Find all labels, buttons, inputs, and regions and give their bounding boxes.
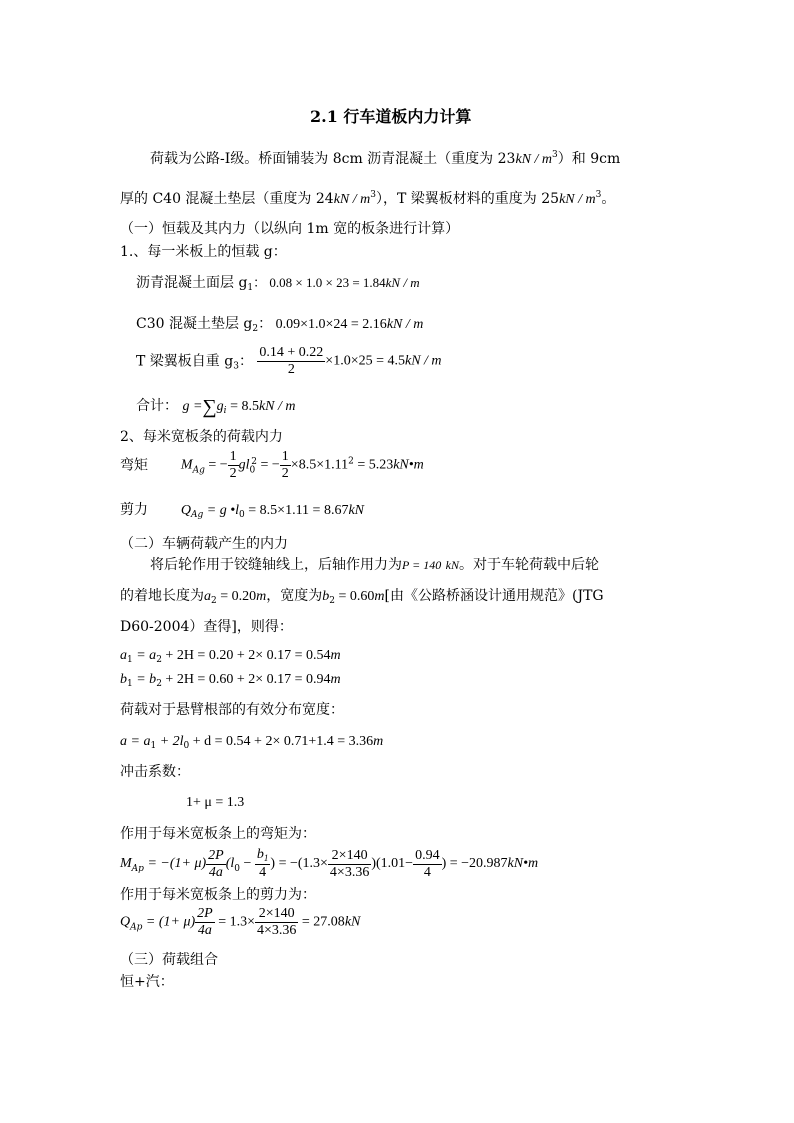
subscript: 0 [183, 741, 190, 751]
subscript: 1 [127, 679, 133, 689]
moment-formula: ×8.5×1.11 [290, 457, 349, 473]
unit: kN [445, 558, 460, 572]
moment-gl: gl [238, 457, 250, 473]
g1-label: 沥青混凝土面层 g [136, 275, 248, 291]
g2-label: C30 混凝土垫层 g [136, 316, 253, 332]
g3-fraction [257, 346, 325, 377]
g2-line [136, 317, 423, 334]
unit: kN / m [404, 353, 442, 369]
moment-line [120, 450, 424, 481]
denominator: 2 [229, 466, 237, 481]
unit-exponent: 3 [595, 190, 602, 200]
superscript: 2 [251, 456, 257, 467]
subscript: 2 [329, 596, 335, 606]
intro-text: 厚的 C40 混凝土垫层（重度为 24 [120, 191, 334, 207]
b1-symbol: b [120, 672, 127, 687]
intro-line-2 [120, 191, 615, 207]
total-value: = 8.5 [226, 399, 259, 414]
denominator: 4×3.36 [257, 923, 297, 938]
b2-symbol: b [322, 589, 330, 604]
fraction-half-2 [280, 450, 291, 481]
g1-line [136, 276, 420, 293]
section-title: 2.1 行车道板内力计算 [310, 107, 472, 126]
a1-eq: = a [132, 648, 157, 663]
subscript: 1 [247, 283, 254, 293]
numerator: 0.14 + 0.22 [259, 345, 324, 360]
para-text: 的着地长度为 [120, 588, 204, 604]
ap-moment-formula [120, 848, 538, 880]
moment-symbol: M [120, 856, 132, 871]
load-symbol: P = 140 [402, 558, 442, 572]
fraction-280-1344 [255, 907, 298, 938]
impact-formula: 1+ μ = 1.3 [186, 795, 245, 810]
unit: kN / m [385, 275, 420, 290]
shear-eq: = g •l [203, 503, 240, 518]
term: (l [225, 856, 235, 871]
moment-value: ) = −20.987 [441, 856, 508, 871]
eff-width-formula [120, 734, 383, 751]
moment-label: 弯矩 [120, 457, 148, 474]
section-heading-2: （二）车辆荷载产生的内力 [120, 536, 288, 552]
unit: kN•m [393, 457, 424, 473]
eff-a: a = a [120, 734, 151, 749]
denominator: 4a [197, 923, 212, 938]
subscript: 2 [211, 596, 217, 606]
operator: = − [204, 457, 228, 473]
total-label: 合计： [136, 398, 178, 414]
subscript: 2 [156, 655, 162, 665]
unit: m [374, 589, 385, 604]
intro-text: 荷载为公路-Ⅰ级。桥面铺装为 8cm 沥青混凝土（重度为 23 [150, 151, 516, 167]
a1-symbol: a [120, 648, 127, 663]
denominator: 4a [208, 864, 223, 880]
fraction-b1-4 [255, 848, 271, 880]
fraction-2P-4a [195, 907, 215, 938]
shear-line [120, 503, 364, 520]
para-text: 将后轮作用于铰缝轴线上，后轴作用力为 [150, 557, 402, 573]
total-g: g = [182, 399, 203, 414]
shear-label: 剪力 [120, 502, 148, 518]
shear-value: = 27.08 [298, 914, 345, 930]
subscript: 2 [252, 324, 259, 334]
sec2-para-line-2 [120, 589, 604, 606]
unit: m [373, 734, 384, 749]
operator: = −(1+ μ) [143, 856, 207, 871]
subscript: Ap [130, 922, 143, 933]
impact-label: 冲击系数： [120, 764, 190, 780]
numerator: b [256, 847, 264, 862]
numerator: 2×140 [255, 907, 298, 923]
b1-formula [120, 672, 341, 689]
unit: kN [348, 503, 365, 518]
term: ) = −(1.3× [270, 856, 328, 871]
intro-text: ），T 梁翼板材料的重度为 25 [376, 191, 560, 207]
sec2-para-line-3: D60-2004）查得]，则得： [120, 619, 293, 635]
operator: = (1+ μ) [142, 914, 196, 930]
operator: − [240, 856, 255, 871]
sec2-para-line-1 [150, 558, 599, 572]
subscript: 1 [263, 853, 269, 863]
denominator: 4 [423, 864, 431, 880]
unit-exponent: 3 [552, 150, 558, 160]
unit-exponent: 3 [370, 190, 376, 200]
a2-value: = 0.20 [216, 589, 257, 604]
subscript: i [223, 406, 227, 416]
total-gi: g [216, 399, 224, 414]
intro-line-1 [150, 151, 620, 167]
unit: kN / m [386, 317, 424, 332]
ap-moment-label: 作用于每米宽板条上的弯矩为： [120, 826, 316, 842]
g3-line [136, 346, 442, 377]
term: )(1.01− [371, 856, 414, 871]
unit: m [330, 648, 341, 663]
b2-value: = 0.60 [335, 589, 375, 604]
subscript: Ag [192, 465, 205, 476]
subheading-2: 2、每米宽板条的荷载内力 [120, 429, 283, 445]
para-text: 。对于车轮荷载中后轮 [459, 557, 600, 573]
eff-value: + d = 0.54 + 2× 0.71+1.4 = 3.36 [189, 734, 374, 749]
unit: m [330, 672, 341, 687]
ap-shear-formula [120, 907, 360, 938]
numerator: 1 [229, 449, 237, 464]
numerator: 1 [281, 449, 289, 464]
denominator: 2 [281, 466, 289, 481]
subscript: 2 [156, 679, 162, 689]
subheading-1: 1.、每一米板上的恒载 g： [120, 244, 287, 260]
b1-value: + 2H = 0.60 + 2× 0.17 = 0.94 [161, 672, 331, 687]
shear-symbol: Q [120, 914, 131, 930]
fraction-280-1344 [328, 849, 371, 880]
denominator: 4 [259, 865, 267, 880]
g2-formula: ： 0.09×1.0×24 = 2.16 [258, 317, 387, 332]
eff-b: + 2l [156, 734, 184, 749]
section-heading-1: （一）恒载及其内力（以纵向 1m 宽的板条进行计算） [120, 221, 460, 237]
numerator: 2×140 [328, 849, 371, 865]
unit: kN / m [258, 399, 296, 414]
colon: ： [238, 353, 253, 370]
shear-value: = 8.5×1.11 = 8.67 [244, 503, 349, 518]
moment-value: = 5.23 [353, 457, 394, 473]
para-text: [由《公路桥涵设计通用规范》(JTG [384, 588, 604, 604]
g3-formula: ×1.0×25 = 4.5 [325, 353, 405, 369]
subscript: Ap [131, 864, 144, 874]
section-heading-3: （三）荷载组合 [120, 952, 218, 968]
subscript: 0 [234, 864, 240, 874]
fraction-094-4 [413, 849, 442, 880]
intro-text: ）和 9cm [557, 151, 621, 167]
a1-formula [120, 648, 341, 665]
g1-formula: ： 0.08 × 1.0 × 23 = 1.84 [253, 275, 386, 290]
numerator: 2P [208, 847, 224, 863]
term: = 1.3× [214, 914, 255, 930]
fraction-half [228, 450, 239, 481]
unit: kN / m [333, 192, 371, 207]
unit: kN / m [559, 192, 596, 207]
subscript: Ag [191, 510, 204, 520]
denominator: 2 [287, 362, 295, 377]
total-line [136, 397, 296, 417]
intro-text: 。 [601, 191, 616, 207]
numerator: 0.94 [415, 847, 440, 863]
b1-eq: = b [132, 672, 157, 687]
fraction-2P-4a [206, 849, 226, 880]
denominator: 4×3.36 [329, 864, 370, 880]
subscript: 1 [150, 741, 157, 751]
unit: kN•m [507, 856, 539, 871]
para-text: ，宽度为 [266, 588, 323, 604]
a1-value: + 2H = 0.20 + 2× 0.17 = 0.54 [161, 648, 331, 663]
g3-label: T 梁翼板自重 g [136, 353, 234, 370]
moment-symbol: M [180, 457, 193, 473]
shear-symbol: Q [180, 503, 192, 518]
unit: kN [344, 914, 361, 930]
subscript: 0 [239, 510, 245, 520]
ap-shear-label: 作用于每米宽板条上的剪力为： [120, 887, 316, 903]
sum-symbol: ∑ [202, 396, 217, 418]
numerator: 2P [197, 906, 213, 921]
subscript: 0 [249, 465, 256, 476]
unit: m [256, 589, 267, 604]
superscript: 2 [348, 456, 354, 467]
subscript: 3 [233, 361, 239, 372]
a2-symbol: a [204, 589, 211, 604]
sec3-line: 恒+汽： [120, 974, 174, 990]
unit: kN / m [515, 152, 553, 167]
subscript: 1 [127, 655, 133, 665]
operator: = − [257, 457, 280, 473]
eff-width-label: 荷载对于悬臂根部的有效分布宽度： [120, 702, 344, 718]
